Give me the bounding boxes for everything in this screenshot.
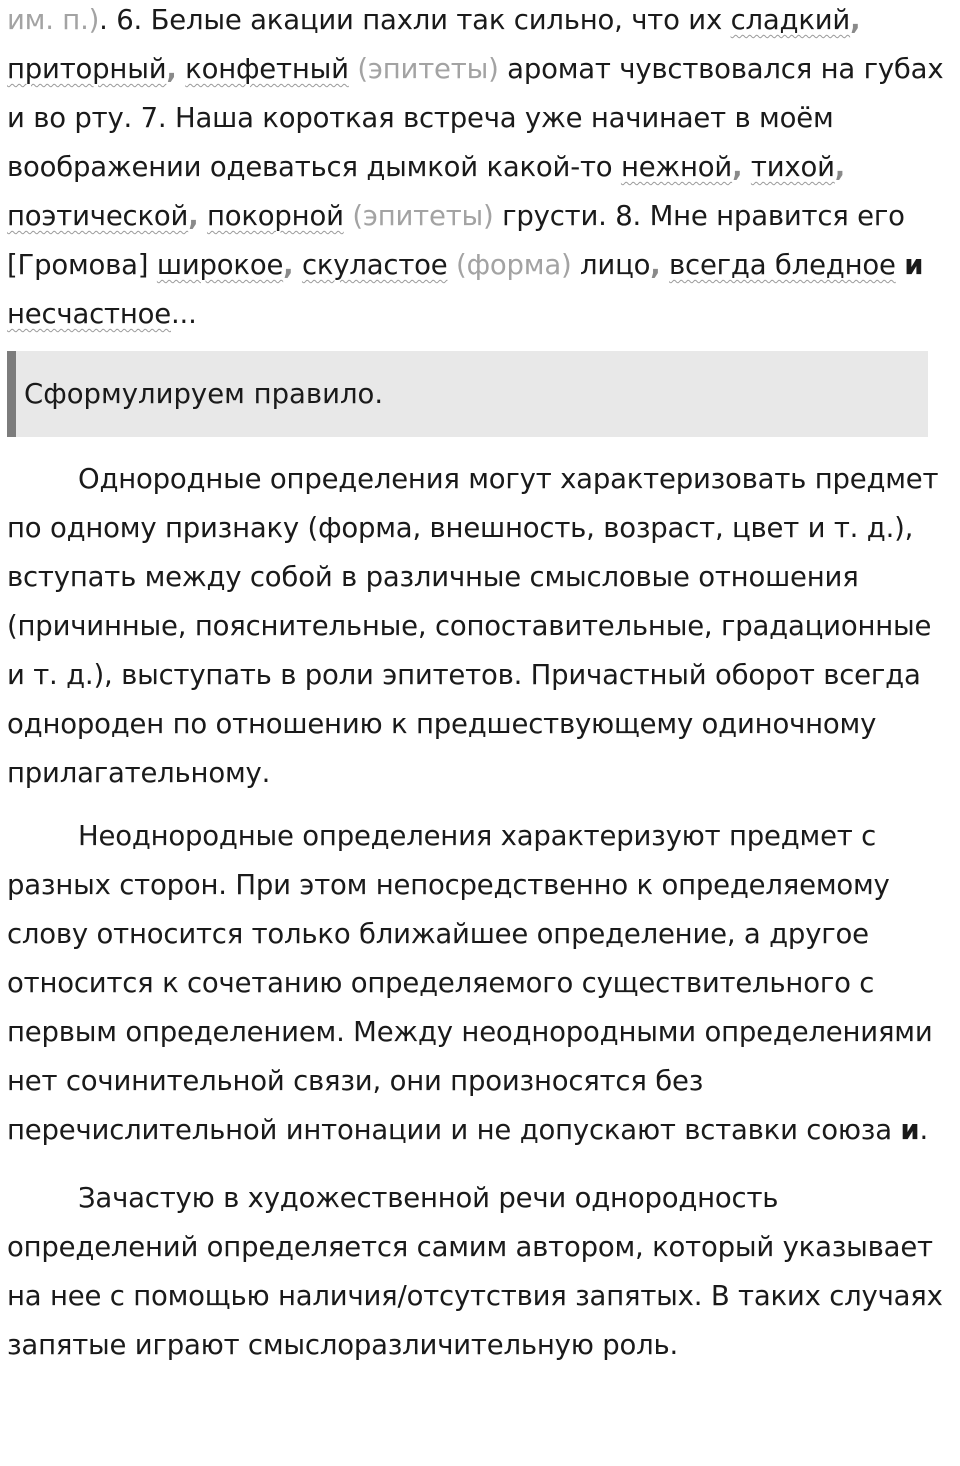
example-text: грусти. 8. Мне нравится его [Громова] <box>7 200 905 281</box>
example-text: аромат чувствовался на губах и во рту. 7. Наша короткая встреча уже начинает в моём воображении одеваться дымкой какой-то <box>7 53 944 183</box>
gray-annotation: (форма) <box>456 249 572 281</box>
space <box>198 200 207 232</box>
gray-annotation: им. п.) <box>7 4 100 36</box>
gray-annotation: (эпитеты) <box>357 53 499 85</box>
highlighted-comma: , <box>166 53 177 85</box>
highlighted-comma: , <box>188 200 199 232</box>
bold-conjunction: и <box>900 1114 920 1146</box>
paragraph-heterogeneous-definitions <box>7 812 948 1155</box>
paragraph-text: . <box>919 1114 929 1146</box>
space <box>177 53 186 85</box>
underlined-adjective: нежной <box>620 151 733 183</box>
gray-annotation: (эпитеты) <box>352 200 494 232</box>
highlighted-comma: , <box>850 4 861 36</box>
underlined-adjective: всегда бледное <box>669 249 896 281</box>
highlighted-comma: , <box>283 249 294 281</box>
highlighted-comma: , <box>834 151 846 183</box>
example-text: лицо <box>571 249 651 281</box>
underlined-adjective: приторный <box>7 53 167 85</box>
underlined-adjective: конфетный <box>185 53 349 85</box>
space <box>896 249 905 281</box>
rule-callout-label: Сформулируем правило. <box>24 377 384 410</box>
underlined-adjective: поэтической <box>7 200 189 232</box>
highlighted-comma: , <box>732 151 743 183</box>
bold-conjunction: и <box>904 249 924 281</box>
paragraph-homogeneous-definitions: Однородные определения могут характеризовать предмет по одному признаку (форма, внешность, возраст, цвет и т. д.), вступать между собой в различные смысловые отношения (причинные, пояснительные, сопоставительные, градационные и т. д.), выступать в роли эпитетов. Причастный оборот всегда однороден по отношению к предшествующему одиночному прилагательному. <box>7 463 939 789</box>
highlighted-comma: , <box>650 249 661 281</box>
underlined-adjective: покорной <box>206 200 344 232</box>
underlined-adjective: широкое <box>156 249 284 281</box>
underlined-adjective: скуластое <box>301 249 448 281</box>
underlined-adjective: сладкий <box>730 4 851 36</box>
paragraph-author-punctuation: Зачастую в художественной речи однородность определений определяется самим автором, который указывает на нее с помощью наличия/отсутствия запятых. В таких случаях запятые играют смыслоразличительную роль. <box>7 1182 943 1361</box>
example-text: . 6. Белые акации пахли так сильно, что их <box>99 4 731 36</box>
rule-callout <box>7 351 928 437</box>
space <box>293 249 302 281</box>
paragraph-text: Неоднородные определения характеризуют предмет с разных сторон. При этом непосредственно к определяемому слову относится только ближайшее определение, а другое относится к сочетанию определяемого существительного с первым определением. Между неоднородными определениями нет сочинительной связи, они произносятся без перечислительной интонации и не допускают вставки союза <box>7 820 933 1146</box>
example-fragment <box>7 0 948 339</box>
underlined-adjective: несчастное <box>7 298 171 330</box>
space <box>448 249 457 281</box>
underlined-adjective: тихой <box>750 151 835 183</box>
example-text: ... <box>170 298 197 330</box>
